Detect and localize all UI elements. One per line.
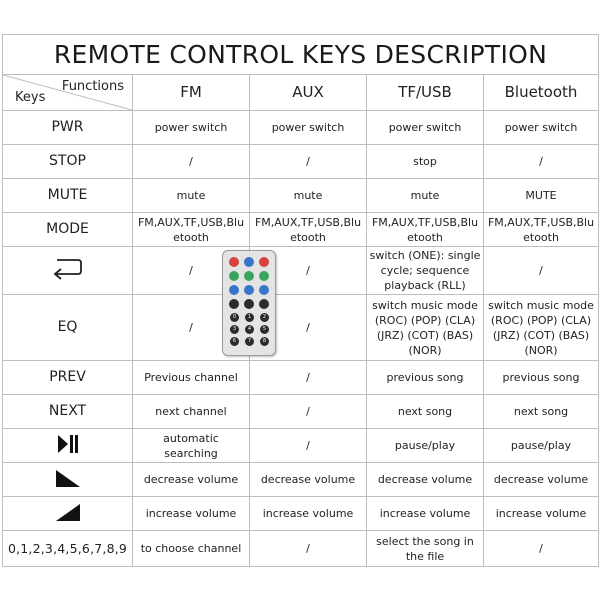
return-arrow-icon <box>51 257 85 281</box>
cell-tfusb: pause/play <box>367 429 484 463</box>
cell-bluetooth: / <box>484 145 599 179</box>
table-row <box>3 361 599 395</box>
digit-button-graphic: 0 <box>230 313 239 322</box>
cell-aux: / <box>250 361 367 395</box>
table-row <box>3 111 599 145</box>
cell-aux: / <box>250 295 367 361</box>
cell-tfusb: switch (ONE): single cycle; sequence playback (RLL) <box>367 247 484 295</box>
cell-aux: / <box>250 395 367 429</box>
corner-header <box>3 75 133 111</box>
cell-bluetooth: / <box>484 531 599 567</box>
digit-button-graphic: 5 <box>260 325 269 334</box>
key-mute: MUTE <box>3 179 133 213</box>
functions-label: Functions <box>61 79 124 94</box>
cell-bluetooth: FM,AUX,TF,USB,Bluetooth <box>484 213 599 247</box>
cell-bluetooth: switch music mode (ROC) (POP) (CLA) (JRZ) (COT) (BAS) (NOR) <box>484 295 599 361</box>
cell-aux: decrease volume <box>250 463 367 497</box>
table-row <box>3 429 599 463</box>
table-row <box>3 531 599 567</box>
cell-aux: / <box>250 531 367 567</box>
cell-fm: next channel <box>133 395 250 429</box>
key-numbers: 0,1,2,3,4,5,6,7,8,9 <box>3 531 133 567</box>
cell-aux: / <box>250 145 367 179</box>
play-button-graphic <box>259 285 269 295</box>
cell-bluetooth: pause/play <box>484 429 599 463</box>
mute-button-graphic <box>259 257 269 267</box>
key-stop: STOP <box>3 145 133 179</box>
return-button-graphic <box>244 271 254 281</box>
cell-tfusb: select the song in the file <box>367 531 484 567</box>
cell-tfusb: previous song <box>367 361 484 395</box>
volume-down-icon <box>54 467 82 489</box>
extra-button-graphic <box>259 299 269 309</box>
cell-fm: / <box>133 295 250 361</box>
cell-tfusb: power switch <box>367 111 484 145</box>
table-row <box>3 395 599 429</box>
cell-fm: increase volume <box>133 497 250 531</box>
next-button-graphic <box>244 285 254 295</box>
table-row <box>3 295 599 361</box>
cell-bluetooth: next song <box>484 395 599 429</box>
table-row <box>3 463 599 497</box>
digit-button-graphic: 3 <box>230 325 239 334</box>
cell-tfusb: FM,AUX,TF,USB,Bluetooth <box>367 213 484 247</box>
column-header-tfusb: TF/USB <box>367 75 484 111</box>
key-volume-up <box>3 497 133 531</box>
cell-bluetooth: power switch <box>484 111 599 145</box>
cell-fm: to choose channel <box>133 531 250 567</box>
digit-button-graphic: 8 <box>260 337 269 346</box>
cell-fm: FM,AUX,TF,USB,Bluetooth <box>133 213 250 247</box>
mode-button-graphic <box>229 271 239 281</box>
key-return <box>3 247 133 295</box>
key-play-pause <box>3 429 133 463</box>
cell-aux: FM,AUX,TF,USB,Bluetooth <box>250 213 367 247</box>
table-row <box>3 213 599 247</box>
keys-table <box>2 34 599 567</box>
keys-label: Keys <box>15 90 46 105</box>
remote-control-image <box>222 250 276 356</box>
digit-button-graphic: 4 <box>245 325 254 334</box>
key-eq: EQ <box>3 295 133 361</box>
vol-up-button-graphic <box>244 299 254 309</box>
power-button-graphic <box>229 257 239 267</box>
key-next: NEXT <box>3 395 133 429</box>
cell-tfusb: decrease volume <box>367 463 484 497</box>
digit-button-graphic: 1 <box>245 313 254 322</box>
cell-aux: power switch <box>250 111 367 145</box>
key-prev: PREV <box>3 361 133 395</box>
eq-button-graphic <box>259 271 269 281</box>
cell-fm: mute <box>133 179 250 213</box>
key-mode: MODE <box>3 213 133 247</box>
column-header-bluetooth: Bluetooth <box>484 75 599 111</box>
cell-bluetooth: increase volume <box>484 497 599 531</box>
cell-tfusb: increase volume <box>367 497 484 531</box>
column-header-fm: FM <box>133 75 250 111</box>
cell-fm: power switch <box>133 111 250 145</box>
digit-button-graphic: 6 <box>230 337 239 346</box>
play-pause-icon <box>55 433 81 455</box>
digit-button-graphic: 2 <box>260 313 269 322</box>
cell-fm: Previous channel <box>133 361 250 395</box>
cell-bluetooth: decrease volume <box>484 463 599 497</box>
cell-aux: / <box>250 429 367 463</box>
cell-tfusb: mute <box>367 179 484 213</box>
cell-tfusb: switch music mode (ROC) (POP) (CLA) (JRZ) (COT) (BAS) (NOR) <box>367 295 484 361</box>
page-title: REMOTE CONTROL KEYS DESCRIPTION <box>3 35 599 75</box>
cell-fm: / <box>133 247 250 295</box>
cell-tfusb: next song <box>367 395 484 429</box>
cell-tfusb: stop <box>367 145 484 179</box>
table-row <box>3 497 599 531</box>
table-row <box>3 247 599 295</box>
digit-button-graphic: 7 <box>245 337 254 346</box>
cell-aux: increase volume <box>250 497 367 531</box>
volume-up-icon <box>54 501 82 523</box>
cell-bluetooth: / <box>484 247 599 295</box>
cell-fm: / <box>133 145 250 179</box>
cell-aux: mute <box>250 179 367 213</box>
table-row <box>3 145 599 179</box>
cell-aux: / <box>250 247 367 295</box>
prev-button-graphic <box>229 285 239 295</box>
cell-fm: decrease volume <box>133 463 250 497</box>
column-header-aux: AUX <box>250 75 367 111</box>
key-pwr: PWR <box>3 111 133 145</box>
table-row <box>3 179 599 213</box>
cell-bluetooth: previous song <box>484 361 599 395</box>
cell-bluetooth: MUTE <box>484 179 599 213</box>
stop-button-graphic <box>244 257 254 267</box>
cell-fm: automatic searching <box>133 429 250 463</box>
vol-down-button-graphic <box>229 299 239 309</box>
key-volume-down <box>3 463 133 497</box>
